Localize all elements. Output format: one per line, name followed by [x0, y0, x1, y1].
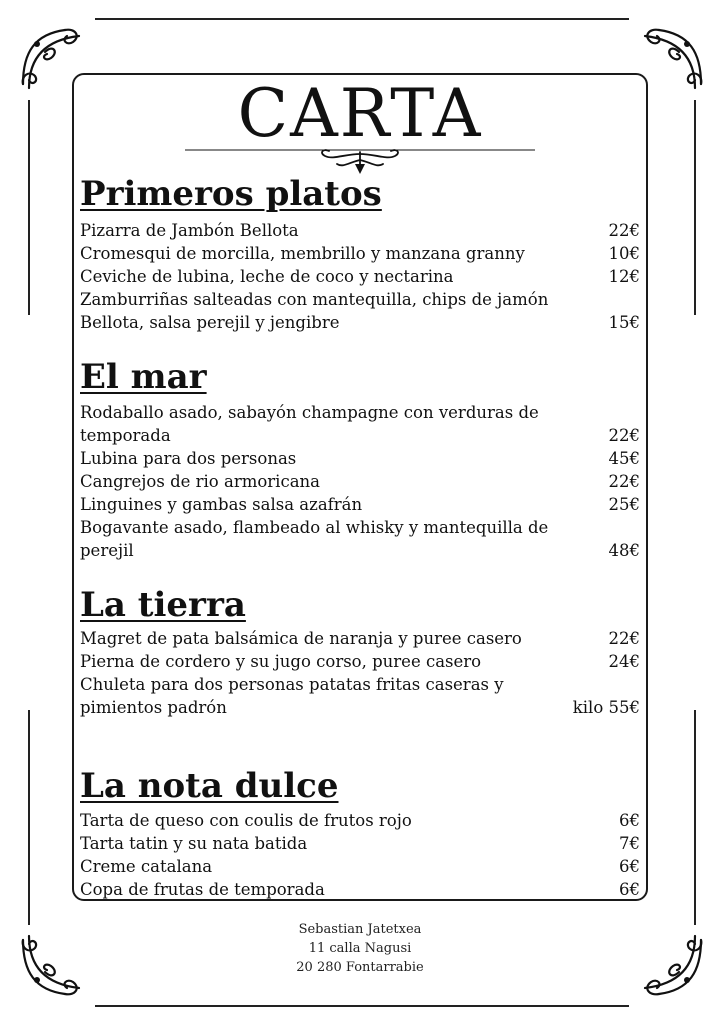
section-title-el-mar: El mar [80, 357, 207, 397]
menu-item [80, 878, 640, 901]
outer-border-top [95, 18, 629, 20]
menu-item-name: Creme catalana [80, 857, 213, 876]
menu-item-price: 22€ [608, 629, 640, 648]
menu-item-name: Ceviche de lubina, leche de coco y nectarina [80, 267, 454, 286]
menu-item-price: 22€ [608, 221, 640, 240]
menu-list-el-mar [80, 401, 640, 562]
menu-item-price: 22€ [608, 472, 640, 491]
menu-item-name-line2: perejil [80, 541, 134, 560]
menu-item-name-line1: Bogavante asado, flambeado al whisky y mantequilla de [80, 518, 549, 537]
corner-ornament-top-right-icon [639, 22, 709, 92]
restaurant-street: 11 calla Nagusi [308, 941, 412, 956]
menu-item [80, 219, 640, 242]
menu-item-name: Pierna de cordero y su jugo corso, puree casero [80, 652, 482, 671]
menu-item [80, 265, 640, 288]
menu-item-name-line1: Zamburriñas salteadas con mantequilla, chips de jamón [80, 290, 549, 309]
menu-item [80, 493, 640, 516]
menu-item-name: Copa de frutas de temporada [80, 880, 325, 899]
menu-item-name: Lubina para dos personas [80, 449, 297, 468]
menu-item-price: 6€ [619, 857, 640, 876]
outer-border-right-upper [694, 100, 696, 315]
restaurant-name: Sebastian Jatetxea [298, 922, 422, 937]
menu-item [80, 401, 640, 447]
menu-item-price: 22€ [608, 426, 640, 445]
menu-item [80, 855, 640, 878]
menu-item-name: Linguines y gambas salsa azafrán [80, 495, 363, 514]
menu-item-name-line1: Rodaballo asado, sabayón champagne con verduras de [80, 403, 539, 422]
outer-border-bottom [95, 1005, 629, 1007]
menu-item-price: kilo 55€ [572, 698, 640, 717]
menu-item-name: Cangrejos de rio armoricana [80, 472, 320, 491]
title-divider-flourish-icon [185, 142, 535, 178]
menu-item-name: Pizarra de Jambón Bellota [80, 221, 299, 240]
menu-item-price: 24€ [608, 652, 640, 671]
menu-item-name: Magret de pata balsámica de naranja y puree casero [80, 629, 522, 648]
menu-item-price: 15€ [608, 313, 640, 332]
menu-item-name: Tarta tatin y su nata batida [80, 834, 308, 853]
menu-item [80, 809, 640, 832]
menu-item [80, 516, 640, 562]
outer-border-left-upper [28, 100, 30, 315]
menu-item-price: 12€ [608, 267, 640, 286]
menu-item [80, 627, 640, 650]
outer-border-right-lower [694, 710, 696, 925]
menu-item-name-line2: pimientos padrón [80, 698, 227, 717]
menu-item-price: 6€ [619, 811, 640, 830]
menu-list-la-nota-dulce [80, 809, 640, 901]
menu-item-name: Cromesqui de morcilla, membrillo y manzana granny [80, 244, 525, 263]
outer-border-left-lower [28, 710, 30, 925]
menu-item [80, 242, 640, 265]
menu-item [80, 650, 640, 673]
menu-item [80, 447, 640, 470]
section-title-la-nota-dulce: La nota dulce [80, 766, 339, 806]
menu-item-name-line1: Chuleta para dos personas patatas fritas caseras y [80, 675, 504, 694]
menu-item-name-line2: temporada [80, 426, 171, 445]
menu-item [80, 288, 640, 334]
menu-item-price: 25€ [608, 495, 640, 514]
menu-item-price: 48€ [608, 541, 640, 560]
menu-item-name: Tarta de queso con coulis de frutos rojo [80, 811, 412, 830]
page-title: CARTA [237, 75, 483, 152]
restaurant-city: 20 280 Fontarrabie [296, 960, 424, 975]
menu-item-price: 7€ [619, 834, 640, 853]
section-title-primeros-platos: Primeros platos [80, 174, 382, 214]
menu-item-name-line2: Bellota, salsa perejil y jengibre [80, 313, 340, 332]
menu-item-price: 10€ [608, 244, 640, 263]
menu-list-primeros-platos [80, 219, 640, 334]
menu-list-la-tierra [80, 627, 640, 719]
menu-item-price: 6€ [619, 880, 640, 899]
section-title-la-tierra: La tierra [80, 585, 246, 625]
menu-item [80, 832, 640, 855]
menu-item [80, 673, 640, 719]
menu-item [80, 470, 640, 493]
restaurant-address [72, 920, 648, 977]
corner-ornament-bottom-right-icon [639, 932, 709, 1002]
menu-item-price: 45€ [608, 449, 640, 468]
